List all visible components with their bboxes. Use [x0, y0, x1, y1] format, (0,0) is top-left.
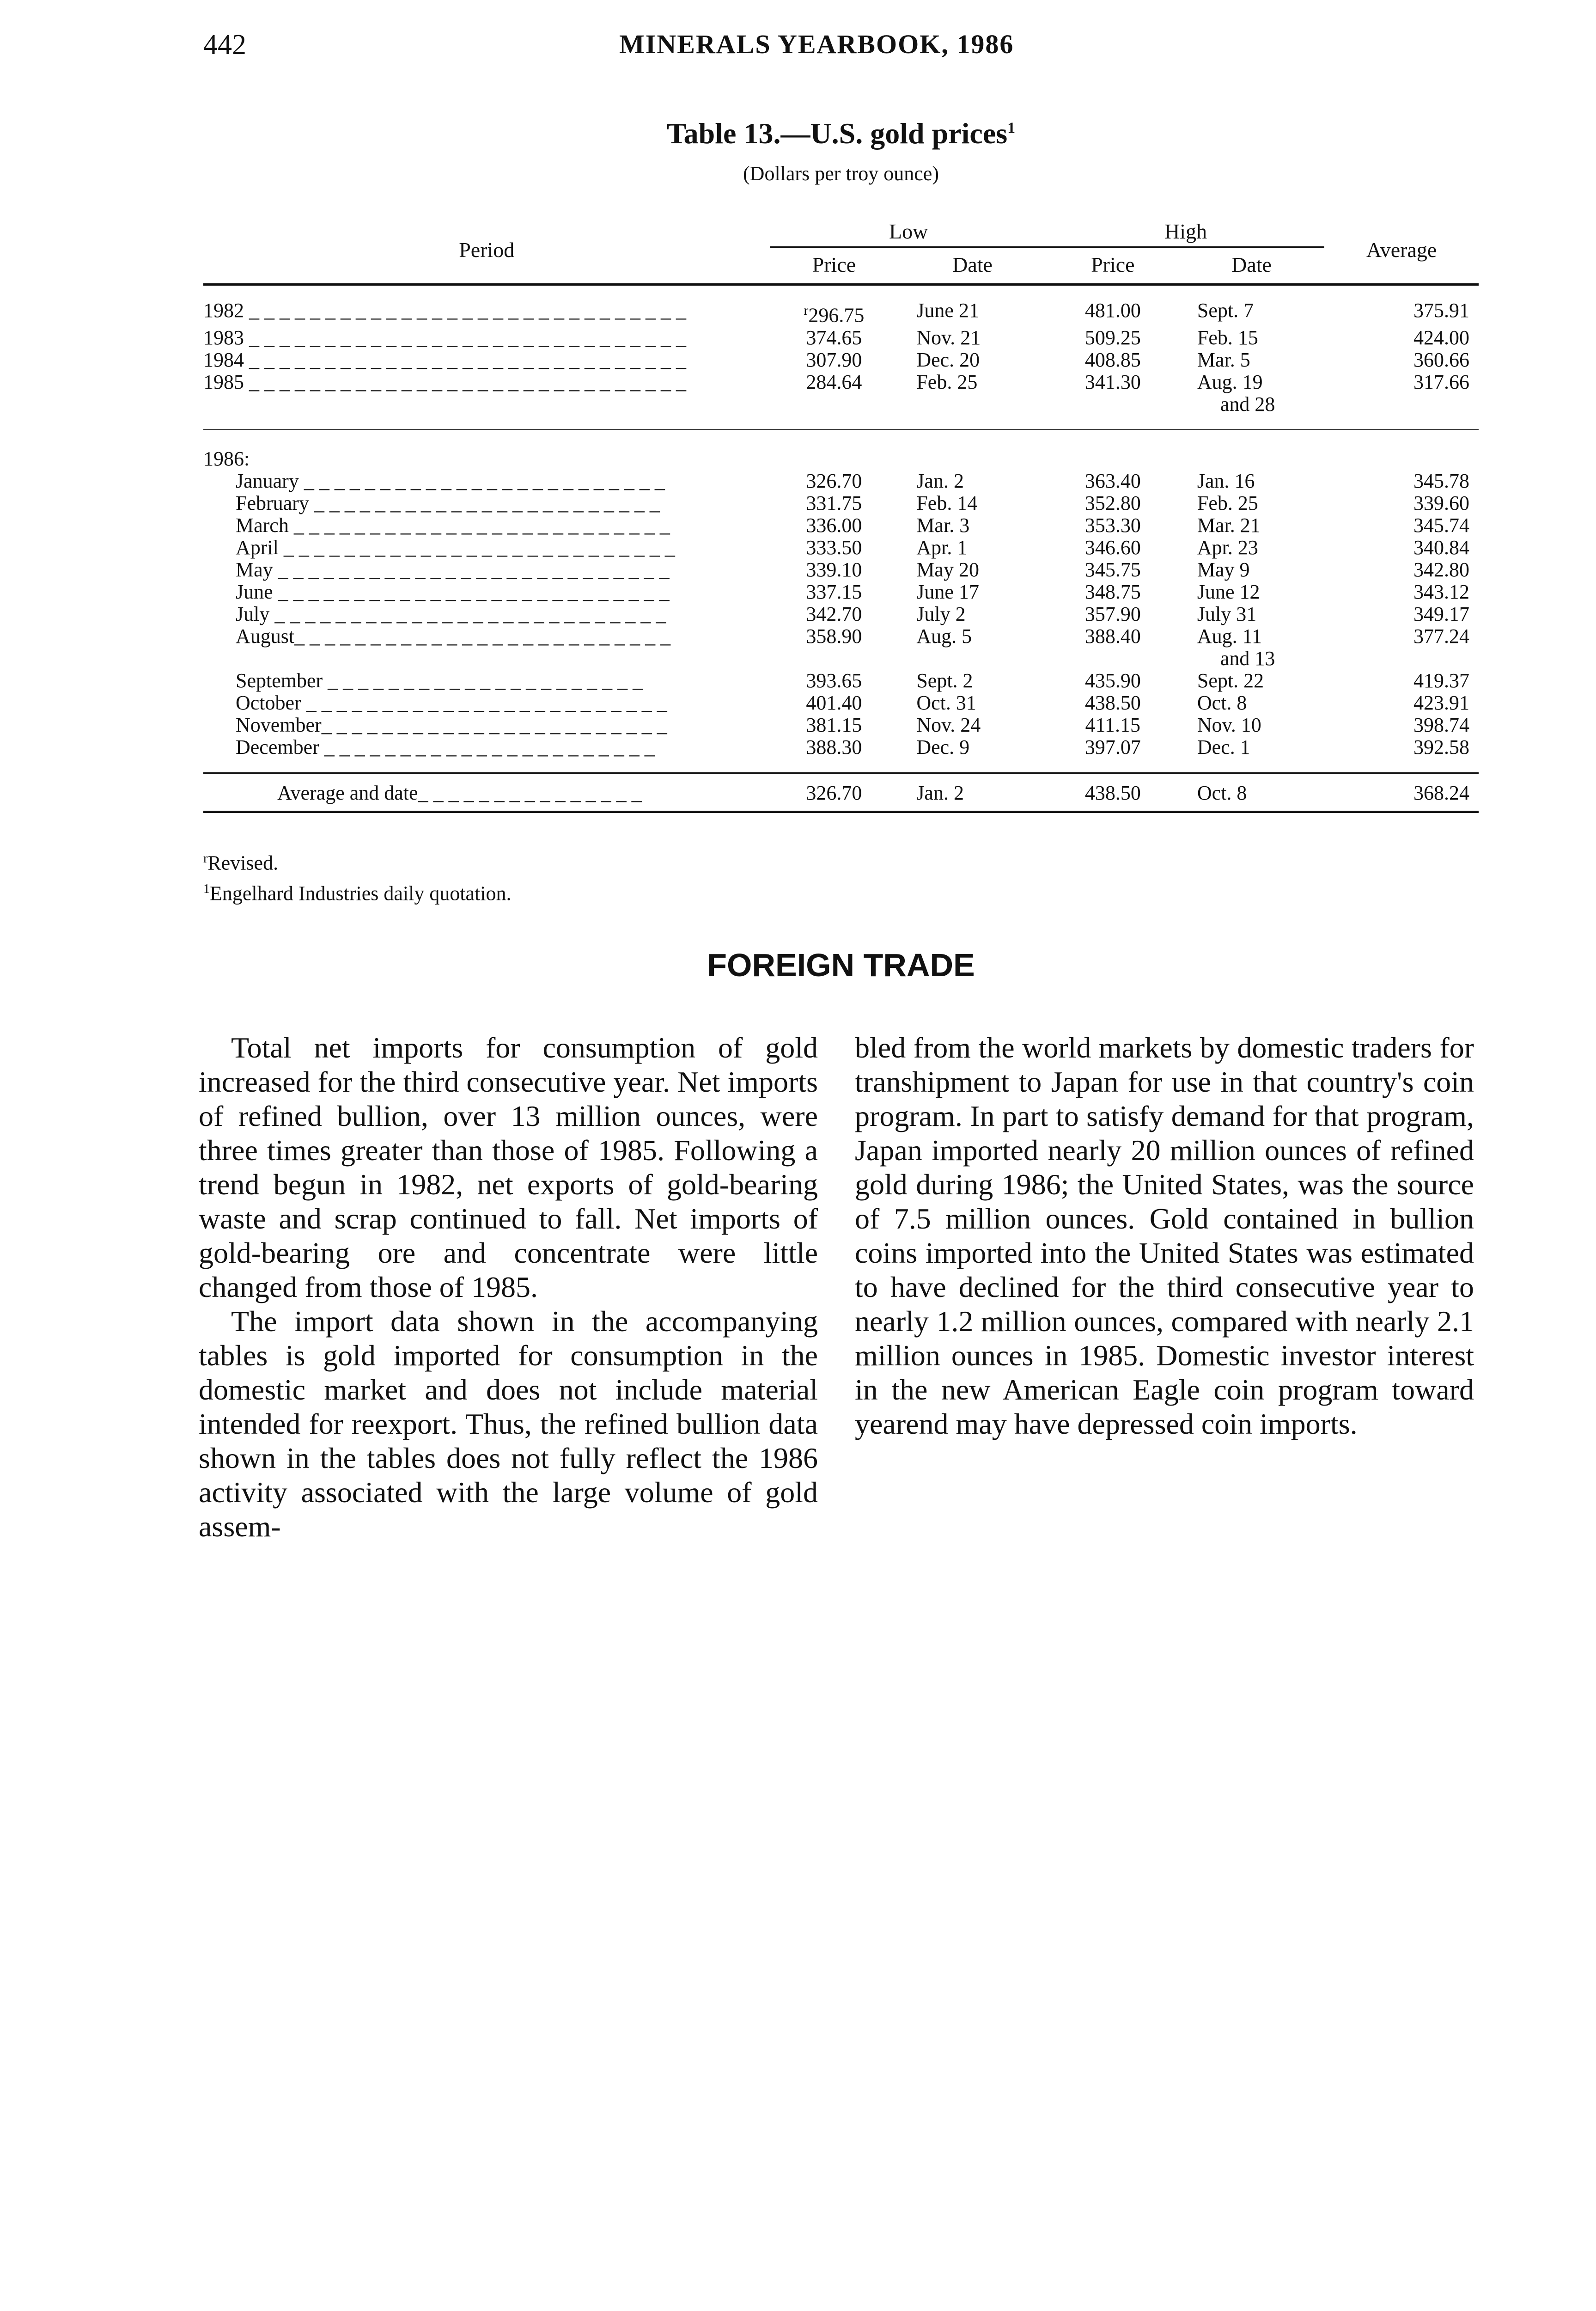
high-date: Nov. 10 — [1197, 713, 1261, 736]
low-price: 393.65 — [806, 669, 862, 692]
table-row — [203, 714, 1479, 736]
low-price: 381.15 — [806, 713, 862, 736]
high-price: 411.15 — [1085, 713, 1141, 736]
low-date: Feb. 14 — [916, 491, 978, 514]
table-row — [203, 327, 1479, 349]
high-date: Mar. 5 — [1197, 348, 1250, 371]
leader-dots: _ _ _ _ _ _ _ _ _ _ _ _ _ _ _ _ _ _ _ _ _ _ _ _ _ _ — [274, 602, 666, 625]
low-header: Low — [770, 209, 1047, 247]
low-date: July 2 — [916, 602, 966, 625]
row-period: 1983 — [203, 326, 244, 349]
high-date-continued: and 13 — [1220, 647, 1275, 670]
high-price: 348.75 — [1084, 580, 1141, 603]
footnote-text: Revised. — [207, 851, 279, 874]
body-paragraph: bled from the world markets by domestic traders for transhipment to Japan for use in that country's coin program. In part to satisfy demand for that program, Japan imported nearly 20 million ounces of refined gold during 1986; the United States, was the source of 7.5 million ounces. Gold contained in bullion coins imported into the United States was estimated to have declined for the third consecutive year to nearly 1.2 million ounces, compared with nearly 2.1 million ounces in 1985. Domestic investor interest in the new American Eagle coin program toward yearend may have depressed coin imports. — [855, 1031, 1474, 1440]
low-price: 307.90 — [806, 348, 862, 371]
leader-dots: _ _ _ _ _ _ _ _ _ _ _ _ _ _ _ _ _ _ _ _ _ _ _ _ _ _ _ _ _ — [249, 299, 686, 322]
high-date: Feb. 15 — [1197, 326, 1258, 349]
average-price: 349.17 — [1413, 602, 1469, 625]
high-price: 481.00 — [1084, 299, 1141, 322]
low-date: Oct. 31 — [916, 691, 976, 714]
low-date: Jan. 2 — [898, 773, 1047, 812]
high-price: 363.40 — [1084, 469, 1141, 492]
footnote-mark: 1 — [203, 881, 210, 896]
average-price: 368.24 — [1324, 773, 1479, 812]
high-header: High — [1047, 209, 1324, 247]
high-price: 353.30 — [1084, 514, 1141, 537]
row-period: August — [236, 624, 295, 648]
table-row — [203, 581, 1479, 603]
low-date: June 17 — [916, 580, 979, 603]
average-price: 392.58 — [1413, 735, 1469, 758]
low-price: 326.70 — [806, 469, 862, 492]
row-period: December — [236, 735, 319, 758]
high-price: 357.90 — [1084, 602, 1141, 625]
low-date: Jan. 2 — [916, 469, 964, 492]
row-period: 1982 — [203, 299, 244, 322]
average-header: Average — [1366, 238, 1437, 262]
row-period: September — [236, 669, 323, 692]
low-price: 284.64 — [806, 370, 862, 393]
table-row — [203, 349, 1479, 371]
row-period: January — [236, 469, 299, 492]
average-price: 340.84 — [1413, 536, 1469, 559]
row-period: 1984 — [203, 348, 244, 371]
footnote-text: Engelhard Industries daily quotation. — [210, 882, 512, 905]
high-date: Oct. 8 — [1179, 773, 1324, 812]
high-date: Sept. 7 — [1197, 299, 1254, 322]
low-date: Mar. 3 — [916, 514, 970, 537]
leader-dots: _ _ _ _ _ _ _ _ _ _ _ _ _ _ _ _ _ _ _ _ _ _ _ _ _ _ _ _ _ — [249, 370, 686, 393]
high-date-header: Date — [1179, 247, 1324, 285]
high-price: 341.30 — [1084, 370, 1141, 393]
high-date: May 9 — [1197, 558, 1250, 581]
leader-dots: _ _ _ _ _ _ _ _ _ _ _ _ _ _ _ _ _ _ _ _ _ _ _ _ _ — [294, 624, 671, 648]
high-date: July 31 — [1197, 602, 1257, 625]
row-period: October — [236, 691, 301, 714]
low-price: 339.10 — [806, 558, 862, 581]
average-price: 317.66 — [1413, 370, 1469, 393]
page-number: 442 — [203, 29, 246, 61]
row-period: July — [236, 602, 270, 625]
period-header: Period — [459, 238, 515, 262]
low-date: Nov. 21 — [916, 326, 981, 349]
row-period: April — [236, 536, 279, 559]
row-period: Average and date — [277, 781, 418, 804]
row-period: November — [236, 713, 322, 736]
low-date: Dec. 20 — [916, 348, 980, 371]
table-row — [203, 537, 1479, 559]
high-price: 397.07 — [1084, 735, 1141, 758]
high-price: 388.40 — [1084, 624, 1141, 648]
high-date: Aug. 11 — [1197, 624, 1262, 648]
low-date: Sept. 2 — [916, 669, 973, 692]
year-label-row — [203, 448, 1479, 470]
leader-dots: _ _ _ _ _ _ _ _ _ _ _ _ _ _ _ _ _ _ _ _ _ _ _ _ _ _ — [278, 558, 670, 581]
row-period: May — [236, 558, 273, 581]
leader-dots: _ _ _ _ _ _ _ _ _ _ _ _ _ _ _ _ _ _ _ _ _ _ _ — [321, 713, 667, 736]
total-row — [203, 773, 1479, 812]
low-date: Feb. 25 — [916, 370, 978, 393]
low-price: 326.70 — [770, 773, 898, 812]
high-date: Apr. 23 — [1197, 536, 1258, 559]
high-price: 509.25 — [1084, 326, 1141, 349]
low-date: Aug. 5 — [916, 624, 972, 648]
leader-dots: _ _ _ _ _ _ _ _ _ _ _ _ _ _ _ _ _ _ _ _ _ _ _ _ — [304, 469, 665, 492]
average-price: 398.74 — [1413, 713, 1469, 736]
high-date: June 12 — [1197, 580, 1260, 603]
table-footnotes — [203, 846, 512, 906]
low-price: 401.40 — [806, 691, 862, 714]
high-date: Aug. 19 — [1197, 370, 1263, 393]
low-date-header: Date — [898, 247, 1047, 285]
table-row — [203, 371, 1479, 416]
high-price: 438.50 — [1084, 691, 1141, 714]
high-price: 438.50 — [1047, 773, 1179, 812]
table-row — [203, 692, 1479, 714]
high-price: 352.80 — [1084, 491, 1141, 514]
row-period: June — [236, 580, 273, 603]
high-price-header: Price — [1047, 247, 1179, 285]
gold-prices-table — [203, 209, 1479, 813]
average-price: 343.12 — [1413, 580, 1469, 603]
body-paragraph: The import data shown in the accompanying tables is gold imported for consumption in the domestic market and does not include material intended for reexport. Thus, the refined bullion data shown in the tables does not fully reflect the 1986 activity associated with the large volume of gold assem- — [199, 1305, 818, 1543]
high-date-continued: and 28 — [1220, 392, 1275, 416]
average-price: 339.60 — [1413, 491, 1469, 514]
low-date: Nov. 24 — [916, 713, 981, 736]
body-column-left — [199, 1031, 818, 1544]
low-price: 336.00 — [806, 514, 862, 537]
section-heading: FOREIGN TRADE — [707, 947, 975, 983]
low-price: 342.70 — [806, 602, 862, 625]
table-row — [203, 670, 1479, 692]
footnote-mark: r — [203, 851, 208, 866]
table-row — [203, 300, 1479, 327]
leader-dots: _ _ _ _ _ _ _ _ _ _ _ _ _ _ _ _ _ _ _ _ _ _ _ — [314, 491, 660, 514]
revised-mark: r — [804, 303, 809, 318]
average-price: 419.37 — [1413, 669, 1469, 692]
leader-dots: _ _ _ _ _ _ _ _ _ _ _ _ _ _ _ _ _ _ _ _ _ _ _ _ — [306, 691, 667, 714]
table-title-footnote: 1 — [1007, 119, 1016, 137]
body-paragraph: Total net imports for consumption of gold increased for the third consecutive year. Net imports of refined bullion, over 13 million ounces, were three times greater than those of 1985. Following a trend begun in 1982, net exports of gold-bearing waste and scrap continued to fall. Net imports of gold-bearing ore and concentrate were little changed from those of 1985. — [199, 1031, 818, 1303]
leader-dots: _ _ _ _ _ _ _ _ _ _ _ _ _ _ _ _ _ _ _ _ _ _ _ _ _ _ — [278, 580, 670, 603]
leader-dots: _ _ _ _ _ _ _ _ _ _ _ _ _ _ _ — [418, 781, 642, 804]
high-date: Jan. 16 — [1197, 469, 1255, 492]
average-price: 360.66 — [1413, 348, 1469, 371]
running-title: MINERALS YEARBOOK, 1986 — [619, 29, 1014, 59]
leader-dots: _ _ _ _ _ _ _ _ _ _ _ _ _ _ _ _ _ _ _ _ _ _ _ _ _ _ — [283, 536, 675, 559]
high-date: Oct. 8 — [1197, 691, 1247, 714]
table-title-text: Table 13.—U.S. gold prices — [666, 117, 1008, 150]
low-date: May 20 — [916, 558, 979, 581]
footnote-source — [203, 876, 512, 907]
leader-dots: _ _ _ _ _ _ _ _ _ _ _ _ _ _ _ _ _ _ _ _ _ _ _ _ _ _ _ _ _ — [249, 326, 686, 349]
low-date: June 21 — [916, 299, 979, 322]
table-title — [203, 116, 1479, 151]
table-row — [203, 625, 1479, 670]
low-price: 388.30 — [806, 735, 862, 758]
leader-dots: _ _ _ _ _ _ _ _ _ _ _ _ _ _ _ _ _ _ _ _ _ _ _ _ _ — [293, 514, 670, 537]
low-price-header: Price — [770, 247, 898, 285]
table-row — [203, 736, 1479, 758]
table-subtitle: (Dollars per troy ounce) — [743, 162, 939, 185]
average-price: 375.91 — [1413, 299, 1469, 322]
table-row — [203, 470, 1479, 492]
low-date: Apr. 1 — [916, 536, 968, 559]
leader-dots: _ _ _ _ _ _ _ _ _ _ _ _ _ _ _ _ _ _ _ _ _ — [328, 669, 643, 692]
low-price: 358.90 — [806, 624, 862, 648]
low-price: 374.65 — [806, 326, 862, 349]
low-date: Dec. 9 — [916, 735, 970, 758]
average-price: 342.80 — [1413, 558, 1469, 581]
low-price: 337.15 — [806, 580, 862, 603]
high-price: 346.60 — [1084, 536, 1141, 559]
average-price: 345.74 — [1413, 514, 1469, 537]
table-row — [203, 603, 1479, 625]
low-price: 331.75 — [806, 491, 862, 514]
footnote-revised — [203, 846, 512, 876]
row-period: February — [236, 491, 309, 514]
high-date: Feb. 25 — [1197, 491, 1258, 514]
table-row — [203, 559, 1479, 581]
low-price: 296.75 — [808, 304, 865, 327]
low-price: 333.50 — [806, 536, 862, 559]
high-price: 408.85 — [1084, 348, 1141, 371]
leader-dots: _ _ _ _ _ _ _ _ _ _ _ _ _ _ _ _ _ _ _ _ _ _ — [324, 735, 655, 758]
average-price: 423.91 — [1413, 691, 1469, 714]
high-price: 345.75 — [1084, 558, 1141, 581]
row-period: March — [236, 514, 289, 537]
table-row — [203, 514, 1479, 537]
high-date: Mar. 21 — [1197, 514, 1261, 537]
body-column-right — [855, 1031, 1474, 1441]
average-price: 345.78 — [1413, 469, 1469, 492]
table-row — [203, 492, 1479, 514]
row-period: 1985 — [203, 370, 244, 393]
high-date: Sept. 22 — [1197, 669, 1264, 692]
average-price: 424.00 — [1413, 326, 1469, 349]
high-price: 435.90 — [1084, 669, 1141, 692]
leader-dots: _ _ _ _ _ _ _ _ _ _ _ _ _ _ _ _ _ _ _ _ _ _ _ _ _ _ _ _ _ — [249, 348, 686, 371]
high-date: Dec. 1 — [1197, 735, 1250, 758]
year-label: 1986: — [203, 447, 250, 470]
average-price: 377.24 — [1413, 624, 1469, 648]
page-header — [203, 29, 1451, 66]
